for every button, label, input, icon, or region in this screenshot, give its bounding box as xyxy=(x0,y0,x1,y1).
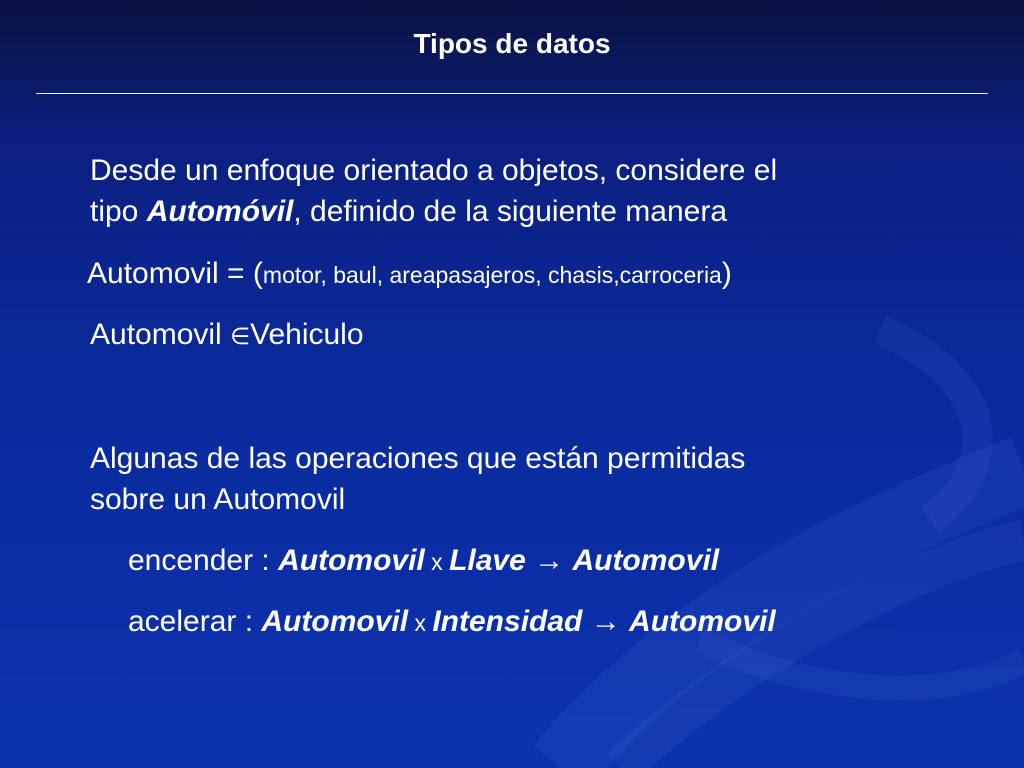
operations-intro-line-2: sobre un Automovil xyxy=(90,483,346,516)
operation-separator: x xyxy=(424,549,450,575)
intro-line-2 xyxy=(90,192,727,232)
membership-subject: Automovil xyxy=(90,318,231,351)
operation-arg-2: Intensidad xyxy=(432,605,583,638)
title-divider xyxy=(36,93,988,94)
membership-object: Vehiculo xyxy=(250,318,364,351)
element-of-symbol: ∈ xyxy=(230,323,251,349)
operation-result: Automovil xyxy=(629,605,776,638)
intro-line-2-pre: tipo xyxy=(90,195,147,228)
intro-line-1: Desde un enfoque orientado a objetos, considere el xyxy=(90,154,778,187)
operation-name: acelerar : xyxy=(128,605,262,638)
operation-encender xyxy=(128,541,719,582)
definition-close: ) xyxy=(721,257,732,290)
automovil-type-name: Automóvil xyxy=(146,195,294,228)
operation-name: encender : xyxy=(128,544,279,577)
operation-separator: x xyxy=(408,610,433,636)
operation-arg-1: Automovil xyxy=(261,605,409,638)
operations-intro-line-1: Algunas de las operaciones que están permitidas xyxy=(90,442,746,475)
operation-arrow: → xyxy=(582,605,630,638)
operation-result: Automovil xyxy=(572,544,720,577)
operation-acelerar xyxy=(128,602,776,643)
definition-args: motor, baul, areapasajeros, chasis,carroceria xyxy=(262,262,722,288)
intro-line-2-post: , definido de la siguiente manera xyxy=(293,195,728,228)
operation-arg-1: Automovil xyxy=(278,544,425,577)
definition-line xyxy=(87,254,732,295)
membership-line xyxy=(90,315,364,356)
definition-lhs: Automovil = ( xyxy=(87,257,263,290)
slide-title: Tipos de datos xyxy=(413,28,611,59)
operation-arg-2: Llave xyxy=(449,544,526,577)
operation-arrow: → xyxy=(525,544,573,577)
